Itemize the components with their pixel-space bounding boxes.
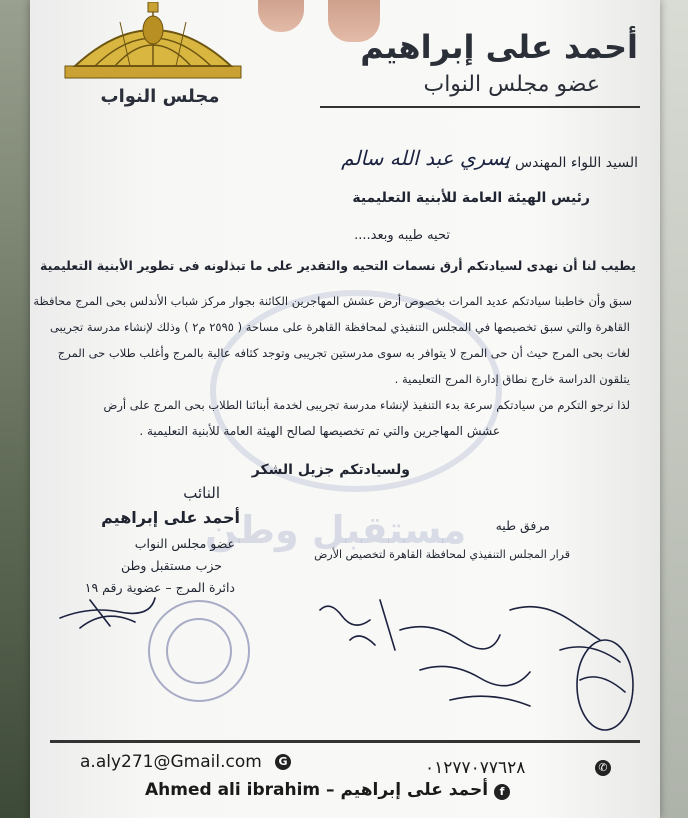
phone-text[interactable]: ٠١٢٧٧٠٧٧٦٢٨ <box>425 758 526 778</box>
signature-party: حزب مستقبل وطن <box>120 558 222 573</box>
body-line-4: لغات بحى المرج حيث أن حى المرج لا يتوافر به سوى مدرستين تجريبى وتوجد كثافه عالية بالمرج وأغلب طلاب حى المرج <box>57 346 630 360</box>
handwritten-annotation <box>300 580 640 740</box>
addressee-handwritten-name: يسري عبد الله سالم <box>341 146 510 170</box>
official-stamp-inner <box>166 618 232 684</box>
body-line-2: سبق وأن خاطبنا سيادتكم عديد المرات بخصوص أرض عشش المهاجرين الكائنة بجوار مركز شباب الأندلس بحى المرج محافظة <box>33 294 632 308</box>
finger-left <box>258 0 304 32</box>
signature-title: عضو مجلس النواب <box>134 536 235 551</box>
signature-name: أحمد على إبراهيم <box>101 508 240 527</box>
member-title-heading: عضو مجلس النواب <box>423 72 600 97</box>
body-line-6: لذا نرجو التكرم من سيادتكم سرعة بدء التنفيذ لإنشاء مدرسة تجريبى لخدمة أبنائنا الطلاب بحى المرج على أرض <box>103 398 630 412</box>
attachment-label: مرفق طيه <box>495 518 550 533</box>
letter-paper <box>30 0 660 818</box>
watermark-text: مستقبل وطن <box>205 508 467 552</box>
parliament-dome-logo <box>60 2 246 86</box>
body-line-7: عشش المهاجرين والتي تم تخصيصها لصالح الهيئة العامة للأبنية التعليمية . <box>139 424 500 438</box>
email-text[interactable]: a.aly271@Gmail.com <box>80 752 262 772</box>
addressee-prefix: السيد اللواء المهندس / <box>505 155 638 171</box>
google-icon: G <box>275 754 291 770</box>
logo-caption: مجلس النواب <box>100 86 220 107</box>
whatsapp-icon: ✆ <box>595 760 611 776</box>
body-line-5: يتلقون الدراسة خارج نطاق إدارة المرج التعليمية . <box>394 372 630 386</box>
handwritten-signature <box>50 578 160 638</box>
name-line: Ahmed ali ibrahim – أحمد على إبراهيم <box>145 780 489 800</box>
signature-role: النائب <box>183 484 220 502</box>
greeting: تحيه طيبه وبعد.... <box>354 228 450 243</box>
body-line-1: يطيب لنا أن نهدى لسيادتكم أرق نسمات التحيه والتقدير على ما تبذلونه فى تطوير الأبنية التعليمية <box>40 258 636 273</box>
header-rule <box>320 106 640 108</box>
body-line-3: القاهرة والتي سبق تخصيصها في المجلس التنفيذي لمحافظة القاهرة على مساحة ( ٢٥٩٥ م٢ ) وذلك لإنشاء مدرسة تجريبى <box>49 320 630 334</box>
footer-rule <box>50 740 640 743</box>
attachment-item: قرار المجلس التنفيذي لمحافظة القاهرة لتخصيص الأرض <box>314 548 570 561</box>
addressee-title: رئيس الهيئة العامة للأبنية التعليمية <box>352 190 590 206</box>
closing-line: ولسيادتكم جزيل الشكر <box>251 462 410 478</box>
member-name-heading: أحمد على إبراهيم <box>360 28 638 66</box>
facebook-icon: f <box>494 784 510 800</box>
signature-district: دائرة المرج – عضوية رقم ١٩ <box>84 580 235 595</box>
